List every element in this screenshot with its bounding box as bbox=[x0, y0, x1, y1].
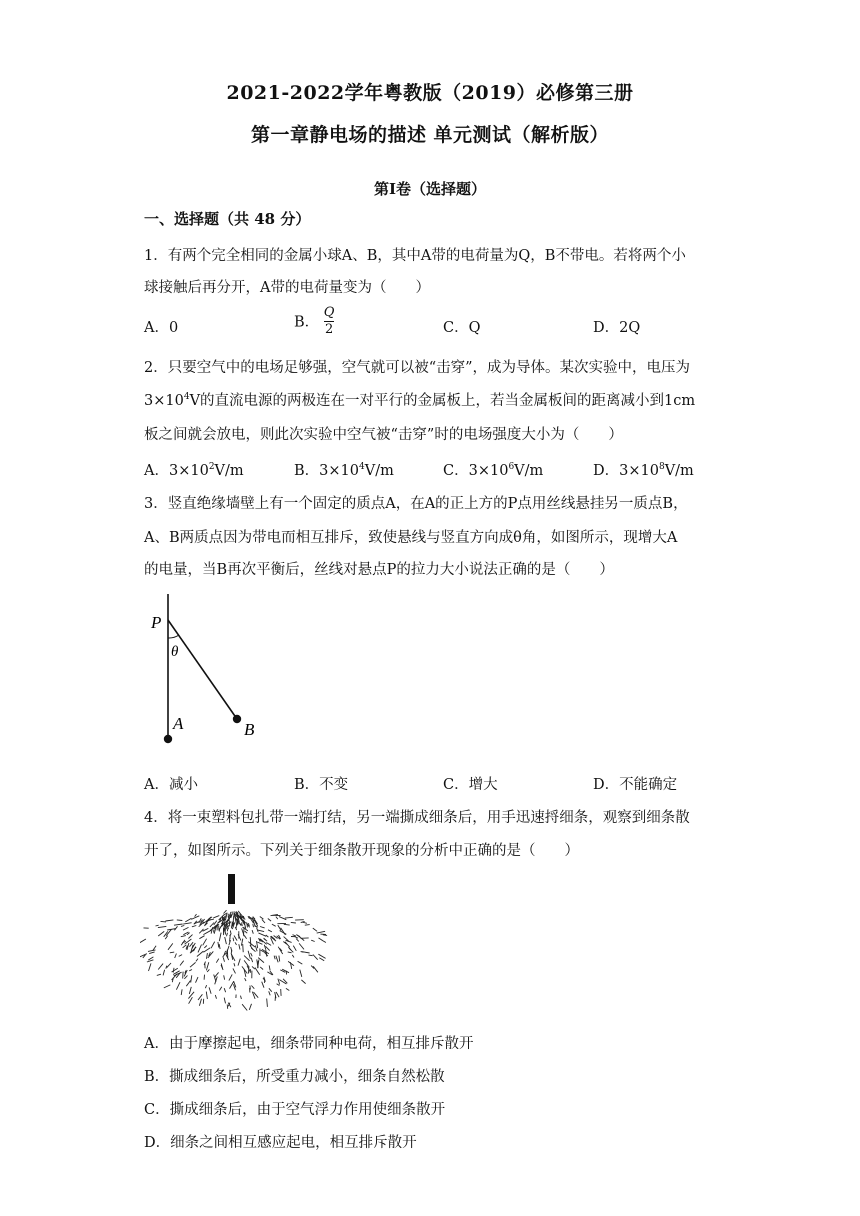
strip-segment bbox=[262, 919, 265, 923]
strip-segment bbox=[250, 945, 253, 950]
q2-option-a bbox=[144, 459, 244, 480]
strip-segment bbox=[196, 977, 199, 983]
point-b-dot bbox=[233, 715, 241, 723]
strip-segment bbox=[188, 935, 192, 939]
q2-voltage-mantissa: 3×10 bbox=[144, 393, 184, 409]
strip-segment bbox=[290, 962, 291, 969]
strip-segment bbox=[207, 969, 209, 972]
strip-segment bbox=[264, 977, 265, 982]
q2-option-a-unit: V/m bbox=[214, 463, 244, 479]
strip-segment bbox=[224, 988, 225, 992]
strip-segment bbox=[167, 963, 171, 968]
strip-segment bbox=[224, 910, 227, 913]
strip-segment bbox=[255, 968, 260, 975]
strip-segment bbox=[215, 995, 216, 999]
strip-segment bbox=[211, 942, 215, 949]
strip-segment bbox=[218, 942, 219, 948]
strip-segment bbox=[276, 992, 279, 997]
strip-segment bbox=[230, 981, 234, 988]
q2-option-c-mantissa: 3×10 bbox=[468, 463, 509, 479]
strip-segment bbox=[164, 985, 171, 988]
strip-segment bbox=[174, 926, 177, 930]
q2-line3: 板之间就会放电，则此次实验中空气被“击穿”时的电场强度大小为（ ） bbox=[144, 427, 623, 443]
strip-segment bbox=[223, 957, 224, 961]
strip-segment bbox=[279, 956, 280, 962]
strip-segment bbox=[269, 988, 272, 991]
strip-segment bbox=[206, 992, 207, 999]
q1-line1: 1．有两个完全相同的金属小球A、B，其中A带的电荷量为Q，B不带电。若将两个小 bbox=[144, 248, 686, 264]
strip-segment bbox=[293, 946, 296, 951]
strip-segment bbox=[248, 951, 250, 959]
strip-segment bbox=[181, 989, 182, 995]
strip-segment bbox=[252, 930, 253, 934]
label-b: B bbox=[244, 720, 255, 739]
q1-option-b-fraction bbox=[324, 306, 335, 336]
strip-segment bbox=[198, 945, 202, 953]
strip-segment bbox=[170, 952, 174, 953]
strip-segment bbox=[185, 918, 191, 922]
strip-segment bbox=[180, 961, 184, 966]
q2-option-c-unit: V/m bbox=[514, 463, 544, 479]
strip-segment bbox=[268, 930, 272, 932]
strip-segment bbox=[173, 968, 174, 973]
strip-segment bbox=[264, 939, 267, 942]
strip-segment bbox=[189, 970, 192, 971]
strip-segment bbox=[147, 960, 154, 962]
q1-option-a: A．0 bbox=[144, 320, 179, 336]
strip-segment bbox=[230, 931, 231, 934]
strip-segment bbox=[186, 981, 190, 987]
strip-segment bbox=[225, 937, 227, 944]
q2-option-c-label: C． bbox=[443, 463, 469, 479]
q1-option-b bbox=[294, 306, 334, 336]
strip-segment bbox=[219, 933, 221, 942]
strip-segment bbox=[203, 930, 211, 934]
strip-segment bbox=[313, 955, 318, 960]
strip-segment bbox=[176, 982, 180, 990]
strip-segment bbox=[227, 1005, 228, 1009]
q2-option-c-exponent: 6 bbox=[508, 462, 515, 472]
q3-line2: A、B两质点因为带电而相互排斥，致使悬线与竖直方向成θ角，如图所示，现增大A bbox=[144, 530, 678, 546]
strip-segment bbox=[219, 987, 221, 991]
strip-segment bbox=[157, 974, 161, 975]
strip-segment bbox=[267, 999, 268, 1007]
strip-segment bbox=[299, 943, 304, 949]
strip-segment bbox=[233, 938, 234, 942]
strip-segment bbox=[292, 955, 294, 958]
strip-segment bbox=[206, 919, 214, 921]
strip-segment bbox=[195, 914, 197, 917]
angle-arc bbox=[168, 635, 179, 638]
strip-segment bbox=[272, 924, 276, 926]
strip-segment bbox=[149, 952, 154, 954]
strip-segment bbox=[244, 956, 250, 961]
strip-segment bbox=[247, 922, 248, 927]
strip-segment bbox=[294, 936, 298, 938]
q1-option-b-numerator: Q bbox=[323, 305, 335, 320]
q1-option-c: C．Q bbox=[443, 320, 481, 336]
strip-segment bbox=[231, 947, 232, 952]
strip-segment bbox=[234, 936, 237, 941]
strip-segment bbox=[245, 978, 246, 981]
strip-segment bbox=[215, 972, 219, 977]
strip-segment bbox=[264, 945, 265, 949]
strip-segment bbox=[249, 1004, 251, 1010]
q4-option-b: B．撕成细条后，所受重力减小，细条自然松散 bbox=[144, 1069, 445, 1085]
strip-segment bbox=[276, 917, 278, 920]
q4-option-a: A．由于摩擦起电，细条带同种电荷，相互排斥散开 bbox=[144, 1036, 474, 1052]
q2-option-b bbox=[294, 459, 394, 480]
strip-segment bbox=[313, 966, 318, 972]
q3-option-c: C．增大 bbox=[443, 777, 498, 793]
strip-segment bbox=[158, 964, 163, 970]
strip-segment bbox=[192, 926, 196, 927]
strip-segment bbox=[238, 959, 240, 966]
q2-line2 bbox=[144, 389, 695, 410]
strip-segment bbox=[251, 953, 253, 956]
strip-segment bbox=[181, 940, 185, 945]
q2-option-c bbox=[443, 459, 543, 480]
strip-segment bbox=[269, 965, 270, 970]
strip-segment bbox=[232, 954, 233, 960]
strip-segment bbox=[199, 999, 201, 1006]
strip-segment bbox=[311, 940, 315, 941]
page-title-line1: 2021-2022学年粤教版（2019）必修第三册 bbox=[226, 82, 634, 104]
q2-line1: 2．只要空气中的电场足够强，空气就可以被“击穿”，成为导体。某次实验中，电压为 bbox=[144, 360, 691, 376]
strip-segment bbox=[199, 936, 204, 939]
strip-segment bbox=[183, 923, 191, 924]
q2-option-b-unit: V/m bbox=[364, 463, 394, 479]
strip-segment bbox=[300, 970, 302, 977]
q2-option-b-exponent: 4 bbox=[358, 462, 365, 472]
q2-option-d-label: D． bbox=[593, 463, 620, 479]
q3-option-d: D．不能确定 bbox=[593, 777, 678, 793]
strip-segment bbox=[203, 928, 209, 931]
strip-segment bbox=[219, 944, 220, 949]
strip-segment bbox=[298, 961, 303, 964]
q3-option-a: A．减小 bbox=[144, 777, 198, 793]
strip-segment bbox=[216, 959, 219, 963]
strip-segment bbox=[251, 986, 254, 989]
strip-segment bbox=[203, 948, 210, 953]
strip-segment bbox=[253, 924, 254, 927]
strip-segment bbox=[277, 984, 280, 986]
strip-segment bbox=[260, 917, 264, 920]
strip-segment bbox=[209, 987, 211, 993]
strip-segment bbox=[266, 943, 271, 946]
strip-segment bbox=[156, 925, 159, 926]
strip-segment bbox=[244, 960, 249, 967]
strip-segment bbox=[149, 963, 152, 971]
strip-segment bbox=[262, 982, 264, 988]
strip-segment bbox=[196, 959, 198, 962]
strip-segment bbox=[166, 966, 167, 969]
strip-segment bbox=[172, 968, 178, 972]
label-p: P bbox=[151, 613, 162, 632]
strip-segment bbox=[291, 922, 296, 923]
q1-option-b-label: B． bbox=[294, 314, 320, 331]
strip-segment bbox=[207, 953, 208, 959]
strip-segment bbox=[205, 985, 206, 988]
strip-segment bbox=[278, 947, 283, 954]
strip-segment bbox=[242, 922, 243, 926]
strip-segment bbox=[296, 939, 299, 942]
strip-segment bbox=[313, 928, 317, 931]
q4-option-c: C．撕成细条后，由于空气浮力作用使细条散开 bbox=[144, 1102, 446, 1118]
q2-option-d-mantissa: 3×10 bbox=[619, 463, 659, 479]
strip-segment bbox=[190, 962, 196, 967]
strip-segment bbox=[251, 958, 252, 962]
strip-segment bbox=[189, 987, 191, 994]
q4-option-d: D．细条之间相互感应起电，相互排斥散开 bbox=[144, 1135, 417, 1151]
strip-segment bbox=[258, 933, 266, 936]
point-a-dot bbox=[164, 735, 172, 743]
strip-segment bbox=[224, 975, 225, 979]
strip-segment bbox=[163, 970, 165, 976]
q4-figure-plastic-strips bbox=[140, 872, 330, 1012]
strip-segment bbox=[231, 915, 232, 918]
q2-voltage-exponent: 4 bbox=[183, 392, 190, 402]
strip-segment bbox=[250, 937, 251, 946]
q1-option-b-denominator: 2 bbox=[324, 321, 334, 337]
strip-segment bbox=[317, 931, 325, 933]
strip-segment bbox=[309, 955, 313, 956]
strip-segment bbox=[242, 1004, 247, 1010]
q2-option-d bbox=[593, 459, 694, 480]
strip-segment bbox=[161, 921, 167, 922]
strip-segment bbox=[181, 926, 184, 927]
q2-option-d-unit: V/m bbox=[664, 463, 694, 479]
strip-segment bbox=[204, 946, 207, 948]
knot-handle bbox=[228, 874, 235, 904]
strip-segment bbox=[288, 952, 292, 953]
strip-segment bbox=[244, 936, 246, 939]
q2-option-b-label: B． bbox=[294, 463, 320, 479]
strip-segment bbox=[319, 938, 323, 940]
strip-segment bbox=[248, 942, 255, 947]
q1-option-d: D．2Q bbox=[593, 320, 641, 336]
strip-segment bbox=[183, 945, 187, 948]
strip-segment bbox=[285, 942, 290, 947]
strip-segment bbox=[140, 939, 146, 944]
volume-heading: 第Ⅰ卷（选择题） bbox=[373, 180, 487, 198]
strip-segment bbox=[166, 920, 174, 921]
page-title-line2: 第一章静电场的描述 单元测试（解析版） bbox=[250, 124, 610, 146]
strip-segment bbox=[233, 968, 236, 973]
strip-segment bbox=[239, 944, 240, 949]
strip-segment bbox=[231, 922, 232, 928]
strip-segment bbox=[301, 980, 305, 984]
strip-segment bbox=[168, 943, 173, 949]
q3-line1: 3．竖直绝缘墙壁上有一个固定的质点A，在A的正上方的P点用丝线悬挂另一质点B， bbox=[144, 496, 688, 512]
strip-segment bbox=[191, 975, 192, 982]
strip-segment bbox=[269, 991, 271, 995]
strip-segment bbox=[183, 927, 189, 930]
strip-segment bbox=[158, 931, 164, 936]
strip-segment bbox=[322, 940, 326, 942]
strip-segment bbox=[223, 954, 225, 957]
strip-segment bbox=[179, 955, 182, 957]
strip-segment bbox=[284, 924, 290, 925]
q4-line1: 4．将一束塑料包扎带一端打结，另一端撕成细条后，用手迅速捋细条，观察到细条散 bbox=[144, 810, 690, 826]
q2-option-a-mantissa: 3×10 bbox=[168, 463, 209, 479]
strip-segment bbox=[177, 920, 183, 921]
q2-option-a-label: A． bbox=[144, 463, 169, 479]
strip-segment bbox=[234, 963, 235, 966]
label-theta: θ bbox=[171, 644, 179, 660]
strip-segment bbox=[235, 942, 237, 945]
strip-segment bbox=[165, 936, 168, 940]
strip-segment bbox=[305, 925, 310, 926]
q2-option-d-exponent: 8 bbox=[658, 462, 665, 472]
strip-segment bbox=[203, 939, 207, 946]
strip-segment bbox=[255, 946, 257, 952]
q3-option-b: B．不变 bbox=[294, 777, 349, 793]
strip-segment bbox=[227, 933, 228, 937]
strip-segment bbox=[268, 919, 271, 922]
q4-line2: 开了，如图所示。下列关于细条散开现象的分析中正确的是（ ） bbox=[144, 843, 579, 859]
strip-segment bbox=[319, 958, 324, 961]
label-a: A bbox=[173, 714, 184, 733]
q1-line2: 球接触后再分开，A带的电荷量变为（ ） bbox=[144, 280, 430, 296]
strip-segment bbox=[323, 935, 327, 936]
strip-segment bbox=[211, 927, 213, 933]
strip-segment bbox=[260, 967, 263, 970]
strip-segment bbox=[213, 916, 219, 918]
q2-line2-text: V的直流电源的两极连在一对平行的金属板上，若当金属板间的距离减小到1cm bbox=[189, 393, 696, 409]
strip-segment bbox=[260, 927, 265, 928]
strip-segment bbox=[250, 969, 251, 973]
section-heading: 一、选择题（共 48 分） bbox=[144, 210, 311, 228]
strip-segment bbox=[252, 966, 255, 969]
strip-segment bbox=[245, 931, 248, 933]
strip-segment bbox=[174, 924, 183, 925]
strip-segment bbox=[236, 924, 237, 929]
strip-segment bbox=[244, 927, 245, 936]
strip-segment bbox=[243, 944, 244, 952]
strip-segment bbox=[285, 917, 293, 918]
strip-segment bbox=[257, 959, 258, 968]
strip-segment bbox=[148, 950, 156, 952]
strip-segment bbox=[175, 954, 177, 959]
strip-segment bbox=[181, 936, 186, 937]
strip-segment bbox=[293, 935, 296, 936]
strip-segment bbox=[158, 926, 166, 927]
strip-segment bbox=[257, 942, 262, 944]
strip-segment bbox=[276, 956, 278, 963]
q3-line3: 的电量，当B再次平衡后，丝线对悬点P的拉力大小说法正确的是（ ） bbox=[144, 562, 614, 578]
strip-segment bbox=[302, 922, 307, 923]
q3-figure-pendulum bbox=[140, 592, 280, 754]
strip-segment bbox=[286, 988, 289, 990]
strip-segment bbox=[229, 974, 232, 980]
strip-segment bbox=[206, 962, 208, 970]
strip-segment bbox=[241, 996, 242, 999]
strip-segment bbox=[224, 998, 225, 1004]
q2-option-b-mantissa: 3×10 bbox=[319, 463, 359, 479]
strip-segment bbox=[274, 956, 275, 960]
q2-option-a-exponent: 2 bbox=[208, 462, 215, 472]
